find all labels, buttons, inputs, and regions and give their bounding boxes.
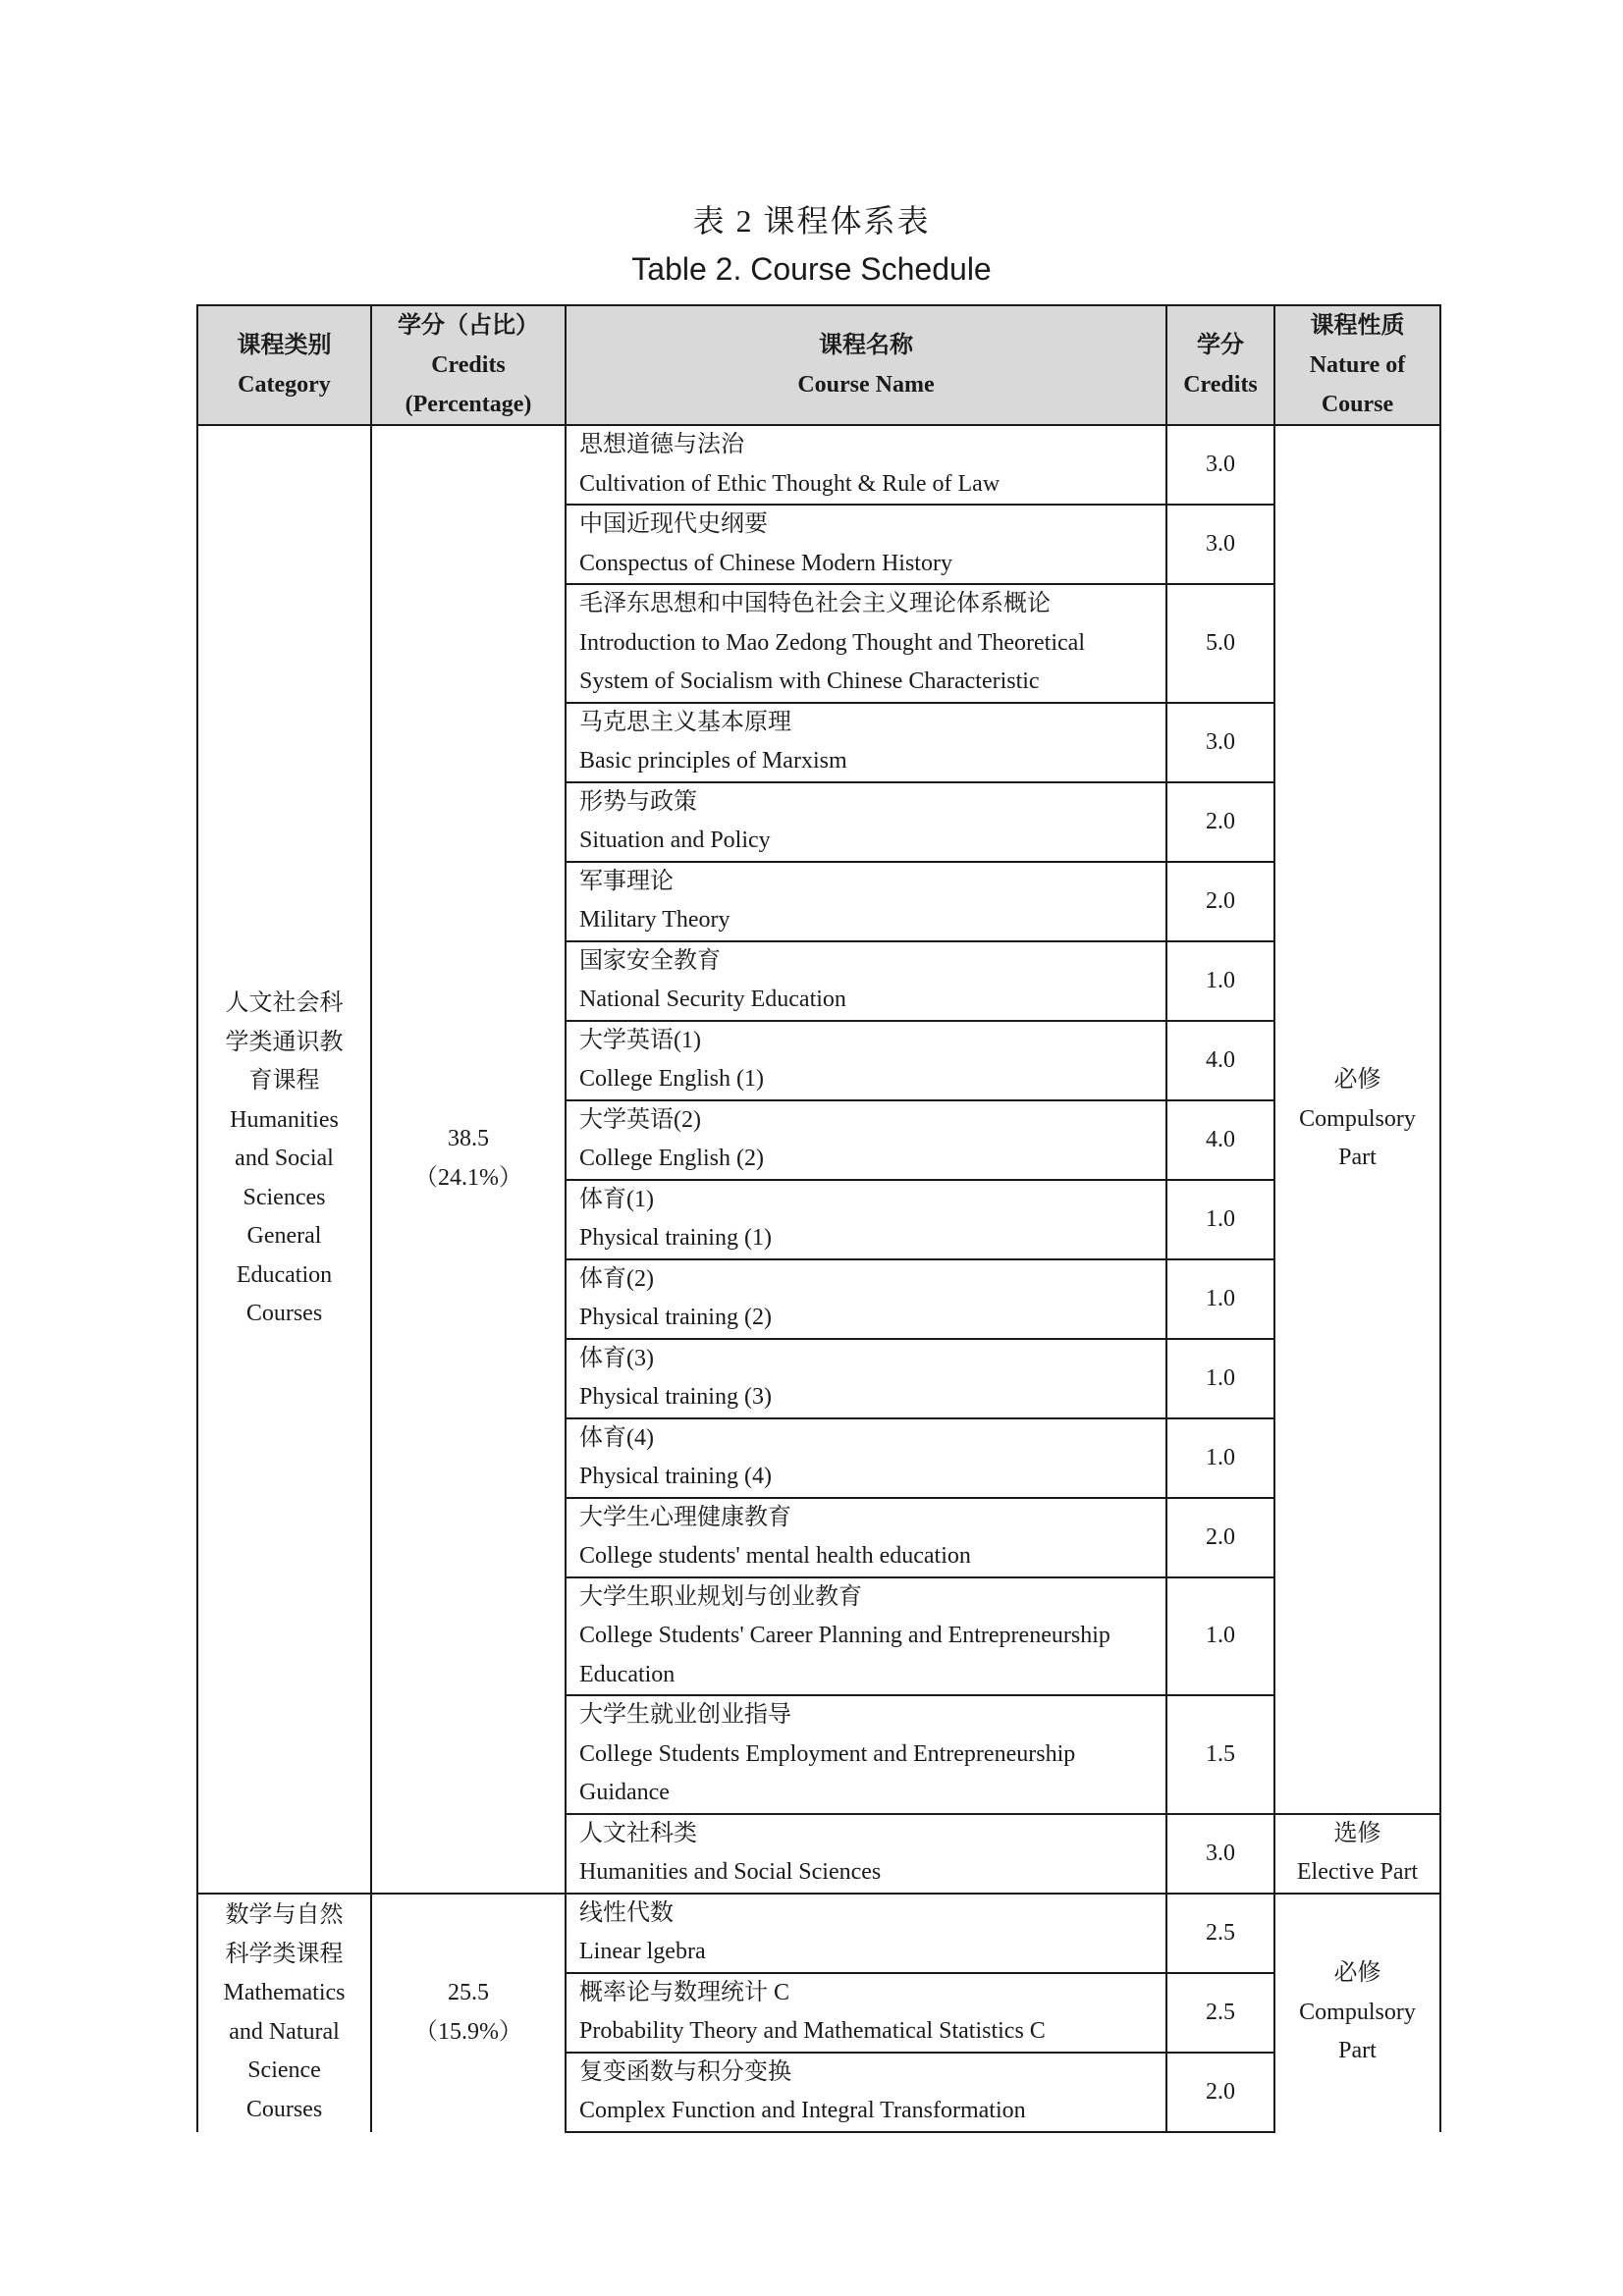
course-name-cell: 大学生职业规划与创业教育 College Students' Career Planning and Entrepreneurship Education	[566, 1577, 1166, 1696]
course-name-cell: 人文社科类 Humanities and Social Sciences	[566, 1814, 1166, 1894]
header-credits-percentage: 学分（占比） Credits (Percentage)	[371, 305, 566, 425]
course-name-cell: 中国近现代史纲要 Conspectus of Chinese Modern History	[566, 505, 1166, 584]
course-credit-cell: 5.0	[1166, 584, 1274, 703]
nature-compulsory-cell: 必修 Compulsory Part	[1274, 425, 1440, 1814]
course-credit-cell: 4.0	[1166, 1100, 1274, 1180]
course-name-cell: 体育(1) Physical training (1)	[566, 1180, 1166, 1259]
table-row	[197, 425, 1440, 505]
course-name-cell: 马克思主义基本原理 Basic principles of Marxism	[566, 703, 1166, 782]
course-credit-cell: 1.0	[1166, 1339, 1274, 1418]
course-name-cell: 体育(4) Physical training (4)	[566, 1418, 1166, 1498]
course-name-cell: 体育(3) Physical training (3)	[566, 1339, 1166, 1418]
course-credit-cell: 2.5	[1166, 1973, 1274, 2053]
course-credit-cell: 2.0	[1166, 862, 1274, 941]
course-credit-cell: 3.0	[1166, 505, 1274, 584]
group-credits-cell: 25.5 （15.9%）	[371, 1894, 566, 2132]
course-credit-cell: 2.0	[1166, 782, 1274, 862]
nature-compulsory-cell: 必修 Compulsory Part	[1274, 1894, 1440, 2132]
course-name-cell: 复变函数与积分变换 Complex Function and Integral Transformation	[566, 2053, 1166, 2132]
course-name-cell: 大学英语(1) College English (1)	[566, 1021, 1166, 1100]
course-credit-cell: 4.0	[1166, 1021, 1274, 1100]
course-credit-cell: 3.0	[1166, 1814, 1274, 1894]
course-credit-cell: 2.5	[1166, 1894, 1274, 1973]
header-credits: 学分 Credits	[1166, 305, 1274, 425]
course-credit-cell: 2.0	[1166, 1498, 1274, 1577]
course-name-cell: 大学生心理健康教育 College students' mental health education	[566, 1498, 1166, 1577]
course-credit-cell: 2.0	[1166, 2053, 1274, 2132]
course-schedule-table	[196, 304, 1441, 2133]
course-name-cell: 概率论与数理统计 C Probability Theory and Mathematical Statistics C	[566, 1973, 1166, 2053]
course-name-cell: 体育(2) Physical training (2)	[566, 1259, 1166, 1339]
table-title-en: Table 2. Course Schedule	[631, 251, 992, 287]
nature-elective-cell: 选修 Elective Part	[1274, 1814, 1440, 1894]
course-name-cell: 线性代数 Linear lgebra	[566, 1894, 1166, 1973]
course-credit-cell: 3.0	[1166, 703, 1274, 782]
course-credit-cell: 1.0	[1166, 1180, 1274, 1259]
course-credit-cell: 1.0	[1166, 1259, 1274, 1339]
course-credit-cell: 1.5	[1166, 1695, 1274, 1814]
course-credit-cell: 3.0	[1166, 425, 1274, 505]
header-category: 课程类别 Category	[197, 305, 371, 425]
header-nature: 课程性质 Nature of Course	[1274, 305, 1440, 425]
category-cell: 人文社会科 学类通识教 育课程 Humanities and Social Sciences General Education Courses	[197, 425, 371, 1894]
course-name-cell: 思想道德与法治 Cultivation of Ethic Thought & Rule of Law	[566, 425, 1166, 505]
course-name-cell: 大学英语(2) College English (2)	[566, 1100, 1166, 1180]
table-title-zh: 表 2 课程体系表	[692, 203, 931, 239]
course-credit-cell: 1.0	[1166, 1577, 1274, 1696]
course-name-cell: 大学生就业创业指导 College Students Employment and Entrepreneurship Guidance	[566, 1695, 1166, 1814]
course-credit-cell: 1.0	[1166, 941, 1274, 1021]
course-name-cell: 毛泽东思想和中国特色社会主义理论体系概论 Introduction to Mao Zedong Thought and Theoretical System of Socialism with Chinese Characteristic	[566, 584, 1166, 703]
course-name-cell: 形势与政策 Situation and Policy	[566, 782, 1166, 862]
table-row	[197, 1894, 1440, 1973]
course-name-cell: 军事理论 Military Theory	[566, 862, 1166, 941]
category-cell: 数学与自然 科学类课程 Mathematics and Natural Science Courses	[197, 1894, 371, 2132]
group-credits-cell: 38.5 （24.1%）	[371, 425, 566, 1894]
course-name-cell: 国家安全教育 National Security Education	[566, 941, 1166, 1021]
header-course-name: 课程名称 Course Name	[566, 305, 1166, 425]
course-credit-cell: 1.0	[1166, 1418, 1274, 1498]
table-header-row	[197, 305, 1440, 425]
